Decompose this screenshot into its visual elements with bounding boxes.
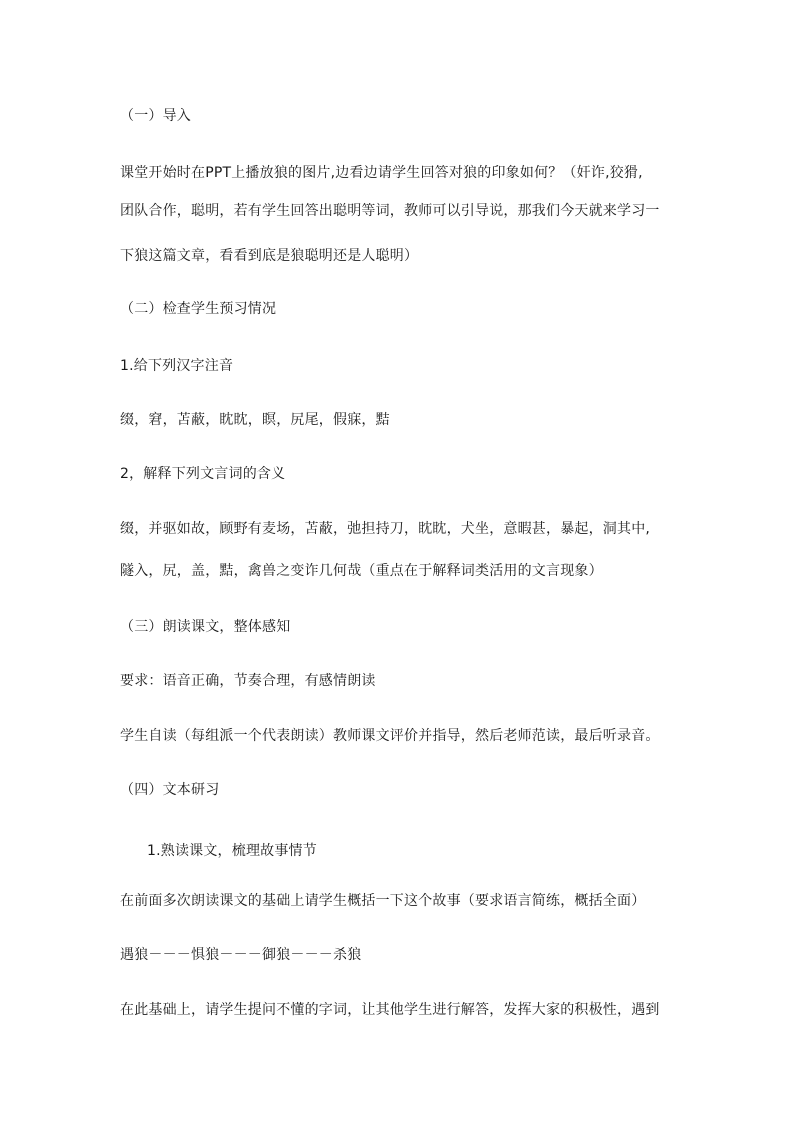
- paragraph-line: 在此基础上，请学生提问不懂的字词，让其他学生进行解答，发挥大家的积极性，遇到: [120, 1002, 660, 1018]
- section-heading-reading: （三）朗读课文，整体感知: [120, 619, 291, 635]
- paragraph-line: 团队合作，聪明，若有学生回答出聪明等词，教师可以引导说，那我们今天就来学习一: [120, 203, 660, 219]
- list-item: 2，解释下列文言词的含义: [120, 466, 286, 482]
- list-item: 1.给下列汉字注音: [120, 358, 234, 374]
- paragraph-line: 在前面多次朗读课文的基础上请学生概括一下这个故事（要求语言简练，概括全面）: [120, 893, 646, 909]
- paragraph-line: 课堂开始时在PPT上播放狼的图片,边看边请学生回答对狼的印象如何？（奸诈,狡猾,: [120, 165, 643, 181]
- paragraph-line: 下狼这篇文章，看看到底是狼聪明还是人聪明）: [120, 248, 419, 264]
- paragraph-line: 缀，窘，苫蔽，眈眈，瞑，尻尾，假寐，黠: [120, 412, 390, 428]
- section-heading-intro: （一）导入: [120, 108, 191, 124]
- paragraph-line: 隧入，尻，盖，黠，禽兽之变诈几何哉（重点在于解释词类活用的文言现象）: [120, 563, 603, 579]
- paragraph-line: 缀，并驱如故，顾野有麦场，苫蔽，弛担持刀，眈眈，犬坐，意暇甚，暴起，洞其中,: [120, 521, 651, 537]
- paragraph-line: 学生自读（每组派一个代表朗读）教师课文评价并指导，然后老师范读，最后听录音。: [120, 728, 660, 744]
- section-heading-preview: （二）检查学生预习情况: [120, 301, 277, 317]
- list-item: 1.熟读课文，梳理故事情节: [147, 843, 317, 859]
- paragraph-line: 遇狼－－－惧狼－－－御狼－－－杀狼: [120, 947, 362, 963]
- section-heading-text-study: （四）文本研习: [120, 782, 220, 798]
- paragraph-line: 要求：语音正确，节奏合理，有感情朗读: [120, 673, 376, 689]
